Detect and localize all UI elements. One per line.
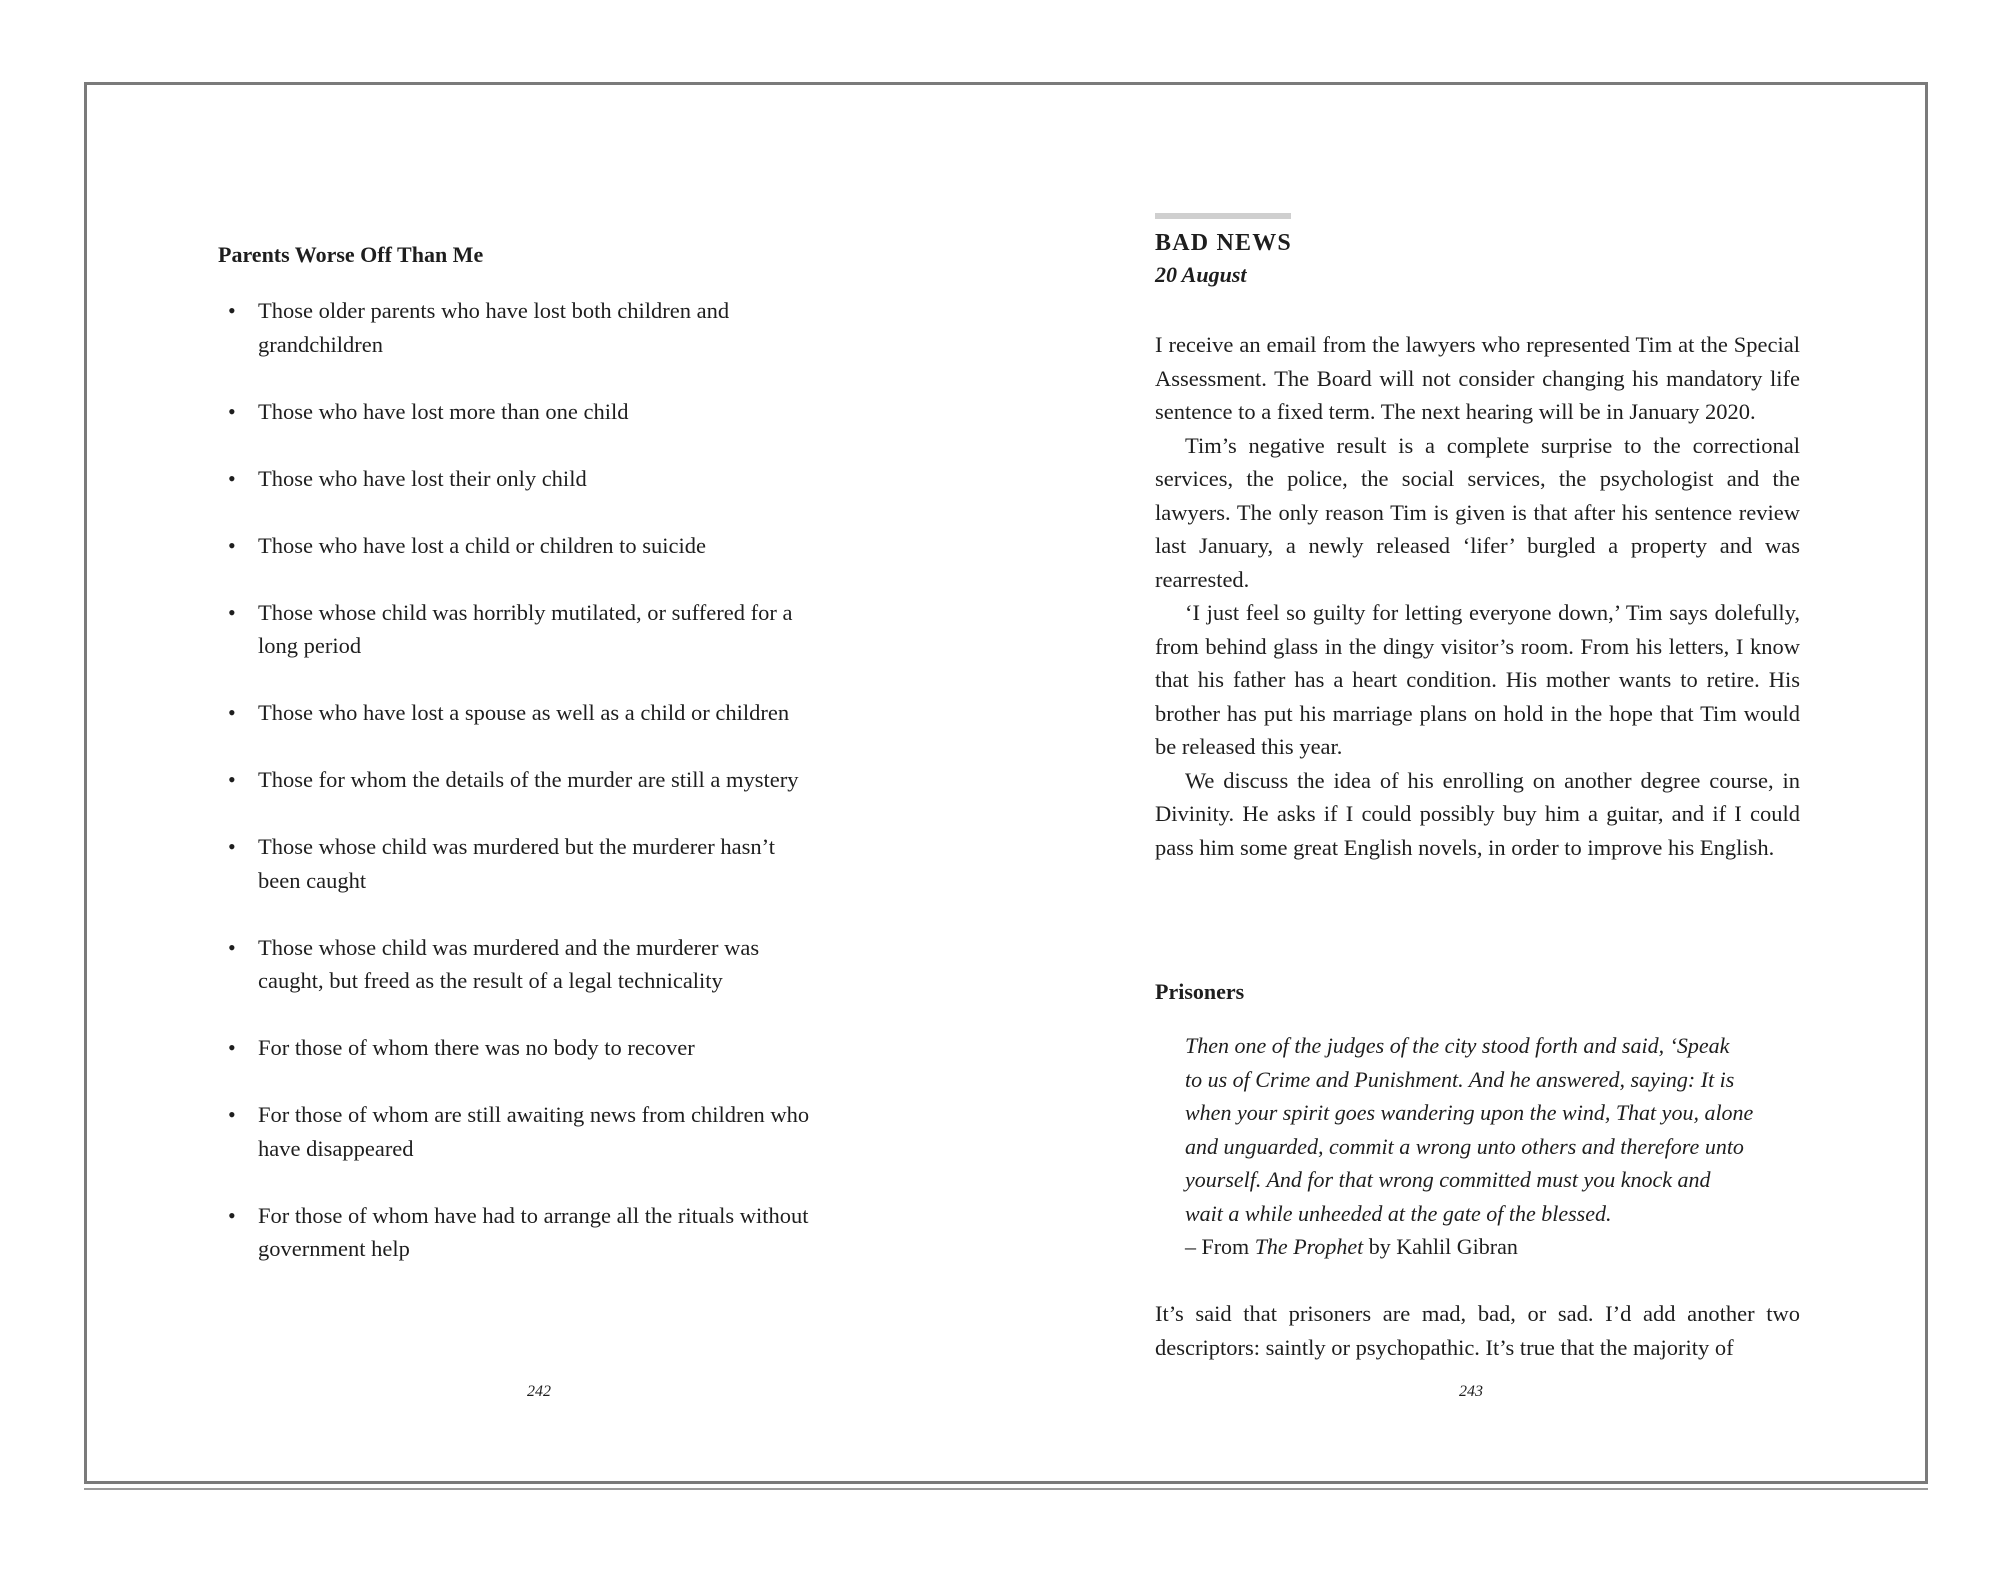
list-item	[218, 1098, 818, 1165]
list-item	[218, 294, 818, 361]
list-item-text: Those who have lost a child or children to suicide	[258, 532, 707, 558]
list-item-text: For those of whom have had to arrange all the rituals without government help	[258, 1202, 809, 1261]
page-number: 242	[527, 1383, 551, 1400]
list-item-text: Those who have lost a spouse as well as a child or children	[258, 700, 790, 725]
list-item	[218, 931, 818, 998]
paragraph: ‘I just feel so guilty for letting everyone down,’ Tim says dolefully, from behind glass in the dingy visitor’s room. From his letters, I know that his father has a heart condition. His mother wants to retire. His brother has put his marriage plans on hold in the hope that Tim would be released this year.	[1155, 600, 1800, 759]
chapter-date: 20 August	[1155, 262, 1247, 287]
bullet-icon: •	[228, 298, 236, 323]
epigraph-text: Then one of the judges of the city stood forth and said, ‘Speak to us of Crime and Punishment. And he answered, saying: It is when your spirit goes wandering upon the wind, That you, alone and unguarded, commit a wrong unto others and therefore unto yourself. And for that wrong committed must you knock and wait a while unheeded at the gate of the blessed.	[1185, 1033, 1754, 1226]
attribution-work-title: The Prophet	[1254, 1234, 1364, 1259]
list-item	[218, 529, 818, 563]
bullet-icon: •	[228, 1102, 236, 1127]
bullet-icon: •	[228, 599, 236, 625]
epigraph	[1185, 1029, 1775, 1264]
list-item-text: Those whose child was murdered but the murderer hasn’t been caught	[258, 834, 775, 893]
bullet-icon: •	[228, 1035, 236, 1060]
list-item	[218, 763, 818, 797]
bullet-icon: •	[228, 398, 236, 424]
attribution-prefix: – From	[1185, 1234, 1255, 1259]
chapter-rule	[1155, 213, 1291, 219]
bullet-icon: •	[228, 700, 236, 725]
list-item	[218, 462, 818, 496]
bullet-icon: •	[228, 834, 236, 859]
list-item-text: Those older parents who have lost both children and grandchildren	[258, 298, 730, 357]
list-item-text: Those whose child was murdered and the murderer was caught, but freed as the result of a legal technicality	[258, 934, 760, 993]
list-item-text: Those for whom the details of the murder are still a mystery	[258, 767, 799, 792]
list-item	[218, 596, 818, 663]
subsection-heading: Prisoners	[1155, 979, 1245, 1004]
page-number: 243	[1459, 1383, 1483, 1400]
paragraph: I receive an email from the lawyers who represented Tim at the Special Assessment. The Board will not consider changing his mandatory life sentence to a fixed term. The next hearing will be in January 2020.	[1155, 332, 1800, 424]
list-item-text: Those who have lost more than one child	[258, 398, 629, 424]
list-item	[218, 395, 818, 429]
right-page	[1155, 0, 1800, 1583]
bullet-icon: •	[228, 532, 236, 558]
list-item-text: For those of whom are still awaiting news from children who have disappeared	[258, 1102, 810, 1161]
paragraph: Tim’s negative result is a complete surprise to the correctional services, the police, the social services, the psychologist and the lawyers. The only reason Tim is given is that after his sentence review last January, a newly released ‘lifer’ burgled a property and was rearrested.	[1155, 432, 1800, 592]
list-item-text: For those of whom there was no body to recover	[258, 1035, 695, 1060]
epigraph-attribution	[1185, 1230, 1775, 1264]
bullet-icon: •	[228, 767, 236, 792]
list-item	[218, 696, 818, 730]
section-heading: Parents Worse Off Than Me	[218, 242, 484, 267]
paragraph: It’s said that prisoners are mad, bad, or sad. I’d add another two descriptors: saintly or psychopathic. It’s true that the majority of	[1155, 1301, 1800, 1360]
left-page	[218, 0, 818, 1583]
list-item	[218, 1199, 818, 1266]
list-item	[218, 1031, 818, 1065]
paragraph: We discuss the idea of his enrolling on another degree course, in Divinity. He asks if I could possibly buy him a guitar, and if I could pass him some great English novels, in order to improve his English.	[1155, 767, 1800, 860]
bullet-list	[218, 294, 818, 1299]
chapter-title: BAD NEWS	[1155, 230, 1292, 256]
bullet-icon: •	[228, 934, 236, 960]
attribution-suffix: by Kahlil Gibran	[1363, 1234, 1518, 1259]
chapter-body	[1155, 328, 1800, 864]
list-item	[218, 830, 818, 897]
bullet-icon: •	[228, 465, 236, 491]
bullet-icon: •	[228, 1202, 236, 1228]
list-item-text: Those who have lost their only child	[258, 465, 587, 491]
list-item-text: Those whose child was horribly mutilated, or suffered for a long period	[258, 599, 793, 658]
closing-body	[1155, 1297, 1800, 1364]
